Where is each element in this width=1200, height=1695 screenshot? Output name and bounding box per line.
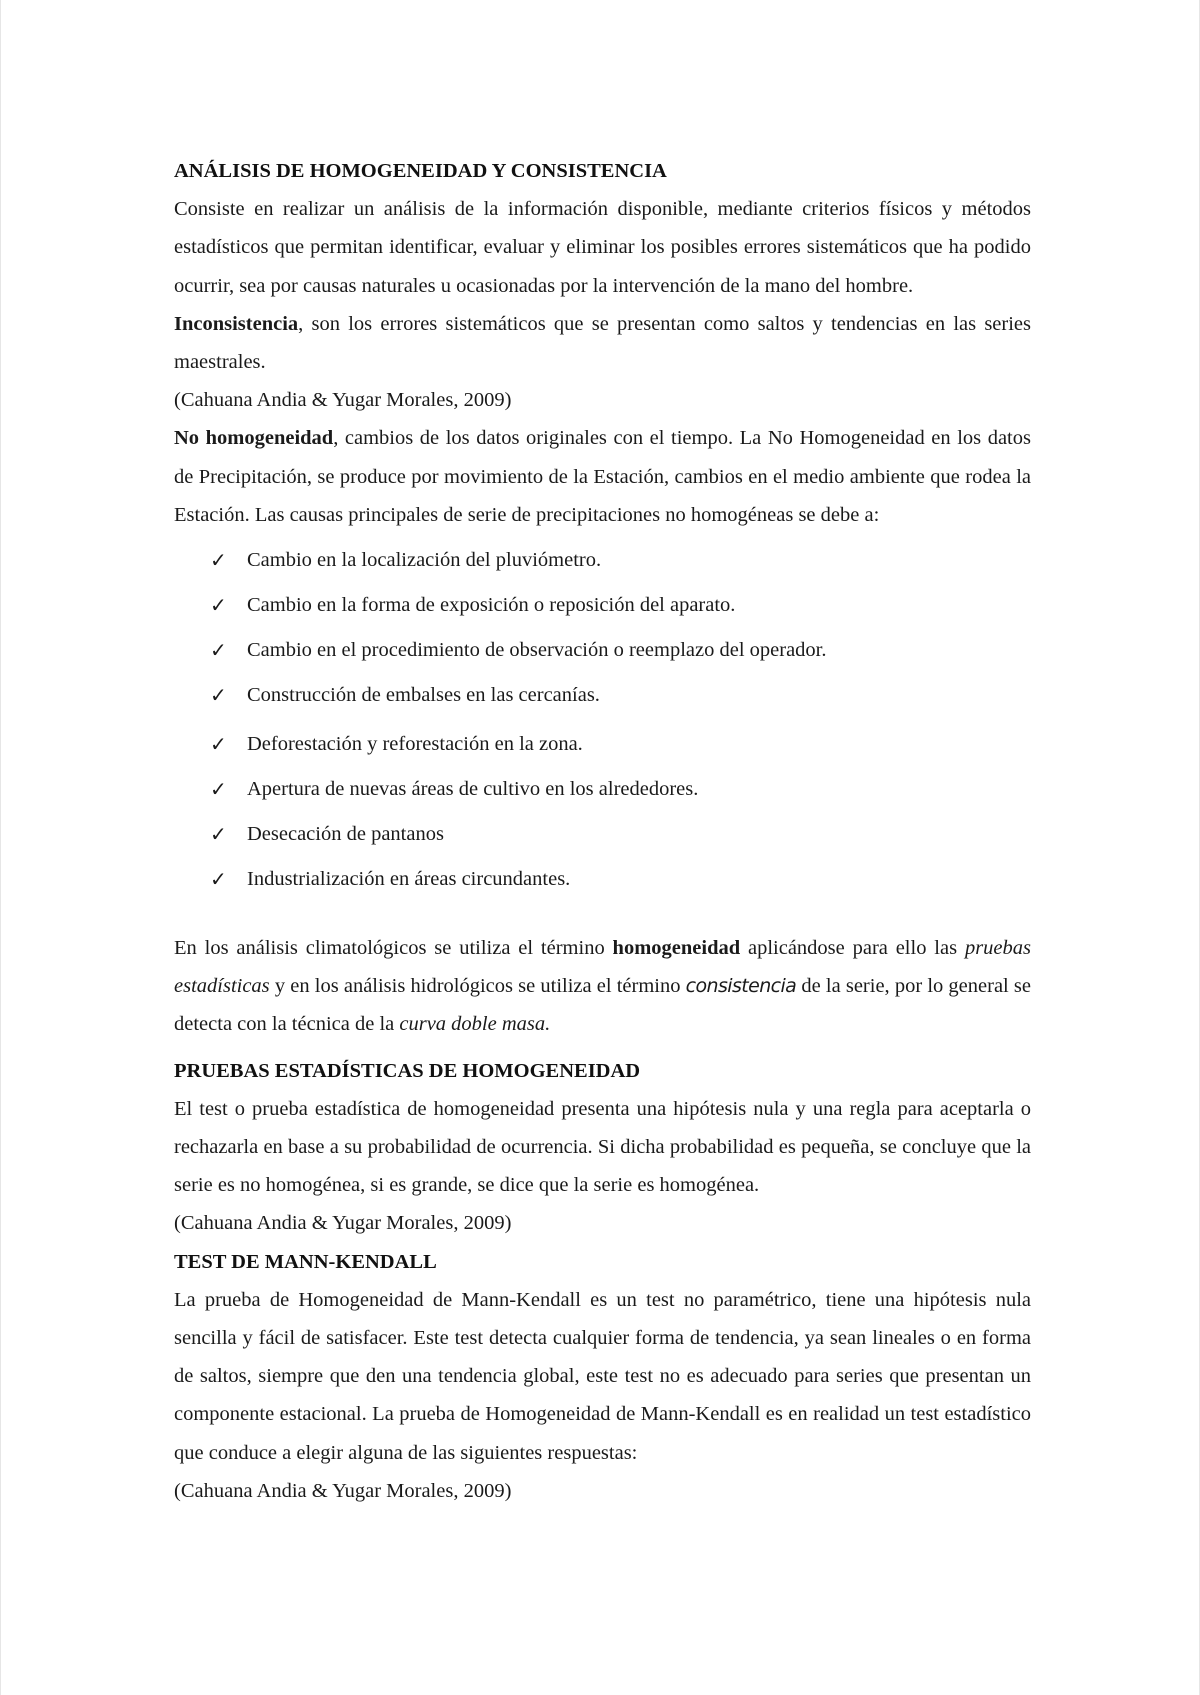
text-run: aplicándose para ello las: [740, 937, 965, 960]
spacer: [174, 902, 1031, 929]
checkmark-icon: ✓: [210, 777, 227, 802]
list-item-text: Industrialización en áreas circundantes.: [247, 868, 571, 891]
list-item-text: Cambio en el procedimiento de observación o reemplazo del operador.: [247, 639, 827, 662]
checkmark-icon: ✓: [210, 732, 227, 757]
list-item-text: Desecación de pantanos: [247, 823, 444, 846]
citation-2: (Cahuana Andia & Yugar Morales, 2009): [174, 1212, 512, 1235]
term-consistencia: consistencia: [685, 975, 797, 998]
causes-list: [174, 538, 1031, 902]
text-run: y en los análisis hidrológicos se utiliza el término: [269, 975, 686, 998]
list-item-text: Cambio en la localización del pluviómetro.: [247, 549, 602, 572]
text-run: de la serie, por lo general se detecta con la técnica de la: [174, 975, 1031, 1036]
checkmark-icon: ✓: [210, 867, 227, 892]
term-homogeneidad: homogeneidad: [612, 937, 741, 960]
list-item: [210, 628, 1031, 673]
paragraph-no-homogeneidad: [174, 419, 1031, 534]
paragraph-consiste: Consiste en realizar un análisis de la información disponible, mediante criterios físicos y métodos estadísticos que permitan identificar, evaluar y eliminar los posibles errores sistemáticos que ha podido ocurrir, sea por causas naturales u ocasionadas por la intervención de la mano del hombre.: [174, 198, 1031, 297]
paragraph-test-homogeneidad: El test o prueba estadística de homogeneidad presenta una hipótesis nula y una regla para aceptarla o rechazarla en base a su probabilidad de ocurrencia. Si dicha probabilidad es pequeña, se concluye que la serie es no homogénea, si es grande, se dice que la serie es homogénea.: [174, 1097, 1031, 1197]
checkmark-icon: ✓: [210, 593, 227, 618]
page-content: [174, 152, 1031, 1510]
list-item-text: Apertura de nuevas áreas de cultivo en los alrededores.: [247, 778, 699, 801]
list-item: [210, 722, 1031, 767]
checkmark-icon: ✓: [210, 683, 227, 708]
section-title-pruebas-estadisticas: PRUEBAS ESTADÍSTICAS DE HOMOGENEIDAD: [174, 1059, 641, 1082]
paragraph-climatologicos: [174, 929, 1031, 1044]
list-item: [210, 812, 1031, 857]
list-item-text: Deforestación y reforestación en la zona.: [247, 733, 583, 756]
list-item-text: Cambio en la forma de exposición o reposición del aparato.: [247, 594, 736, 617]
section-title-homogeneidad-consistencia: ANÁLISIS DE HOMOGENEIDAD Y CONSISTENCIA: [174, 160, 667, 182]
text-run: En los análisis climatológicos se utiliza el término: [174, 937, 613, 960]
list-item: [210, 673, 1031, 718]
spacer: [174, 1044, 1031, 1052]
citation-1: (Cahuana Andia & Yugar Morales, 2009): [174, 389, 512, 412]
text-inconsistencia: , son los errores sistemáticos que se presentan como saltos y tendencias en las series maestrales.: [174, 312, 1031, 374]
term-no-homogeneidad: No homogeneidad: [174, 427, 334, 450]
list-item: [210, 857, 1031, 902]
text-no-homogeneidad: , cambios de los datos originales con el tiempo. La No Homogeneidad en los datos de Precipitación, se produce por movimiento de la Estación, cambios en el medio ambiente que rodea la Estación. Las causas principales de serie de precipitaciones no homogéneas se debe a:: [174, 427, 1031, 526]
checkmark-icon: ✓: [210, 638, 227, 663]
list-item: [210, 538, 1031, 583]
list-item: [210, 583, 1031, 628]
list-item: [210, 767, 1031, 812]
term-curva-doble-masa: curva doble masa.: [399, 1013, 551, 1036]
term-inconsistencia: Inconsistencia: [174, 312, 299, 335]
paragraph-inconsistencia: [174, 305, 1031, 381]
section-title-mann-kendall: TEST DE MANN-KENDALL: [174, 1250, 437, 1273]
checkmark-icon: ✓: [210, 548, 227, 573]
checkmark-icon: ✓: [210, 822, 227, 847]
list-item-text: Construcción de embalses en las cercanías.: [247, 684, 600, 707]
term-pruebas-estadisticas: pruebas estadísticas: [174, 937, 1031, 998]
paragraph-mann-kendall: La prueba de Homogeneidad de Mann-Kendall es un test no paramétrico, tiene una hipótesis nula sencilla y fácil de satisfacer. Este test detecta cualquier forma de tendencia, ya sean lineales o en forma de saltos, siempre que den una tendencia global, este test no es adecuado para series que presentan un componente estacional. La prueba de Homogeneidad de Mann-Kendall es en realidad un test estadístico que conduce a elegir alguna de las siguientes respuestas:: [174, 1288, 1031, 1464]
citation-3: (Cahuana Andia & Yugar Morales, 2009): [174, 1479, 512, 1502]
